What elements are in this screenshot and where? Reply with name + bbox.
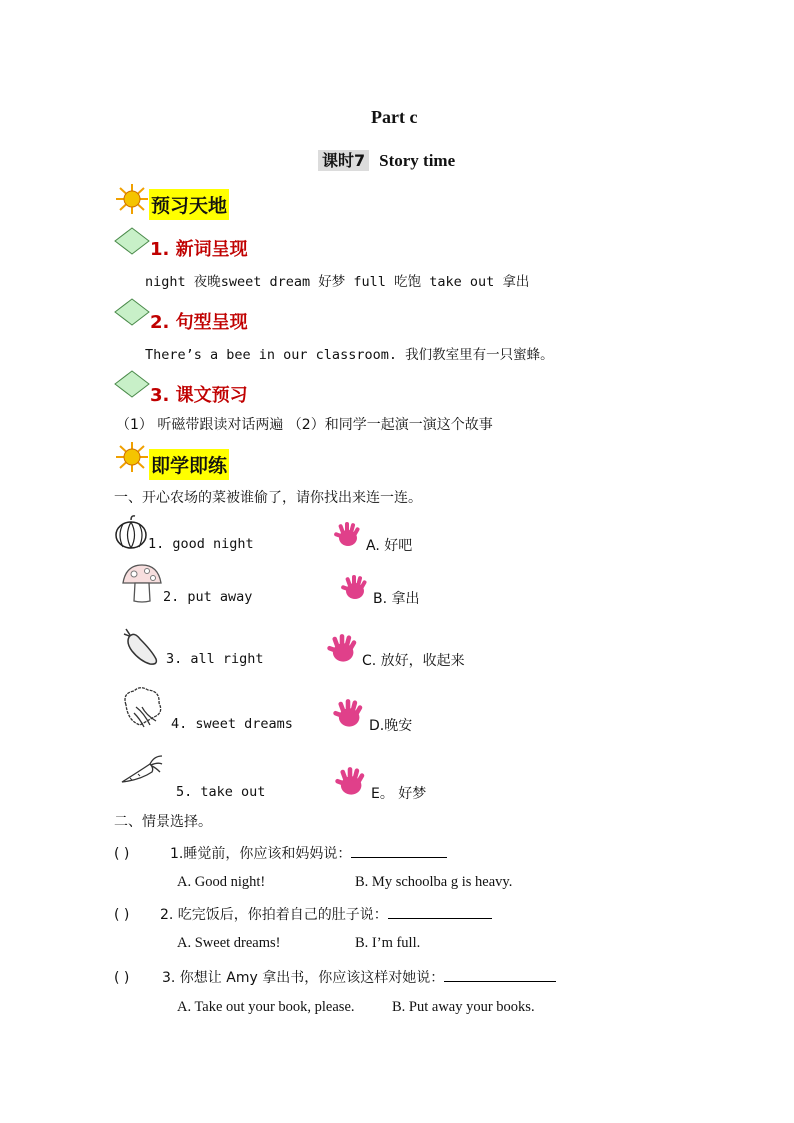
match-left-5: 5. take out	[176, 784, 266, 800]
question-text: 1.睡觉前，你应该和妈妈说：	[170, 846, 352, 862]
preview-heading: 预习天地	[149, 189, 229, 220]
sun-icon	[114, 183, 150, 215]
match-right-a: A. 好吧	[366, 538, 413, 554]
page-title: Part c	[371, 107, 418, 127]
lesson-tag: 课时7	[318, 150, 369, 171]
option-b: B. I’m full.	[355, 935, 421, 951]
match-left-4: 4. sweet dreams	[171, 716, 293, 732]
pink-hand-icon	[334, 766, 366, 798]
part2-instruction: 二、情景选择。	[114, 814, 212, 830]
answer-paren[interactable]: ( )	[114, 846, 130, 862]
match-left-3: 3. all right	[166, 651, 264, 667]
answer-paren[interactable]: ( )	[114, 907, 130, 923]
question-1	[114, 843, 447, 863]
part1-instruction: 一、开心农场的菜被谁偷了，请你找出来连一连。	[114, 490, 422, 506]
answer-blank[interactable]	[351, 843, 447, 858]
mushroom-icon	[120, 563, 164, 603]
match-right-b: B. 拿出	[373, 591, 420, 607]
match-right-c: C. 放好，收起来	[362, 653, 465, 669]
practice-heading: 即学即练	[149, 449, 229, 480]
diamond-icon	[114, 298, 150, 326]
question-text: 2. 吃完饭后，你拍着自己的肚子说：	[160, 907, 388, 923]
option-a: A. Sweet dreams!	[177, 935, 281, 951]
sun-icon	[114, 441, 150, 473]
pink-hand-icon	[332, 698, 364, 730]
lesson-header	[318, 148, 455, 171]
section-heading-text-preview: 3. 课文预习	[150, 385, 248, 406]
pink-hand-icon	[340, 574, 368, 602]
match-right-e: E。 好梦	[371, 786, 427, 802]
diamond-icon	[114, 227, 150, 255]
lesson-name: Story time	[379, 151, 456, 170]
pink-hand-icon	[326, 633, 358, 665]
eggplant-icon	[120, 625, 160, 667]
section-content-text-preview: （1） 听磁带跟读对话两遍 （2）和同学一起演一演这个故事	[116, 417, 493, 433]
match-left-1: 1. good night	[148, 536, 254, 552]
question-text: 3. 你想让 Amy 拿出书，你应该这样对她说：	[162, 970, 445, 986]
option-a: A. Good night!	[177, 874, 266, 890]
pink-hand-icon	[333, 521, 361, 549]
diamond-icon	[114, 370, 150, 398]
pumpkin-icon	[114, 514, 148, 550]
match-left-2: 2. put away	[163, 589, 253, 605]
option-a: A. Take out your book, please.	[177, 999, 355, 1015]
question-3	[114, 967, 556, 987]
section-heading-sentence: 2. 句型呈现	[150, 312, 248, 333]
cabbage-icon	[120, 685, 164, 729]
section-content-sentence: There’s a bee in our classroom. 我们教室里有一只蜜蜂。	[145, 347, 554, 363]
answer-blank[interactable]	[388, 904, 492, 919]
answer-paren[interactable]: ( )	[114, 970, 130, 986]
answer-blank[interactable]	[444, 967, 556, 982]
match-right-d: D.晚安	[369, 718, 413, 734]
carrot-icon	[118, 752, 164, 786]
section-heading-new-words: 1. 新词呈现	[150, 239, 248, 260]
option-b: B. My schoolba g is heavy.	[355, 874, 513, 890]
question-2	[114, 904, 492, 924]
section-content-new-words: night 夜晚sweet dream 好梦 full 吃饱 take out 拿出	[145, 274, 530, 290]
option-b: B. Put away your books.	[392, 999, 535, 1015]
